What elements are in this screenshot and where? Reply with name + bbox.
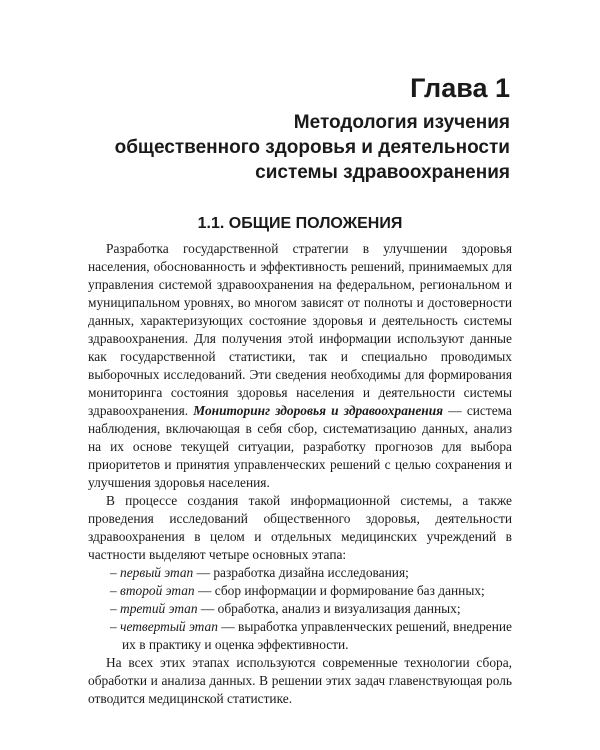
section-heading: 1.1. ОБЩИЕ ПОЛОЖЕНИЯ [197,215,403,232]
stage-name: второй этап [120,583,195,598]
defined-term: Мониторинг здоровья и здравоохранения [193,403,444,418]
list-item [110,564,512,582]
list-dash: – [110,583,121,598]
paragraph-text: — система наблюдения, включающая в себя сбор, систематизацию данных, анализ на их основе текущей ситуации, разработку прогнозов для выбора приоритетов и принятия управленческих решений с целью сохранения и улучшения здоровья населения. [88,403,512,490]
stage-name: первый этап [120,565,194,580]
chapter-title-line: Методология изучения [293,112,510,133]
stage-name: четвертый этап [120,619,218,634]
list-dash: – [110,565,121,580]
chapter-title-line: системы здравоохранения [255,162,510,183]
stage-name: третий этап [120,601,198,616]
stage-description: — сбор информации и формирование баз данных; [194,583,485,598]
chapter-title-line: общественного здоровья и деятельности [114,137,510,158]
stage-description: — обработка, анализ и визуализация данных; [197,601,461,616]
chapter-label: Глава 1 [410,73,510,103]
list-item [110,582,512,600]
paragraph-technologies: На всех этих этапах используются современные технологии сбора, обработки и анализа данных. В решении этих задач главенствующая роль отводится медицинской статистике. [88,655,512,706]
stage-description: — разработка дизайна исследования; [193,565,409,580]
list-dash: – [110,601,121,616]
list-item [110,618,512,654]
paragraph-monitoring [88,240,512,492]
body-text [88,240,512,708]
list-item [110,600,512,618]
stage-list [88,564,512,654]
paragraph-stages-intro: В процессе создания такой информационной системы, а также проведения исследований общественного здоровья, деятельности здравоохранения в целом и отдельных медицинских учреждений в частности выделяют четыре основных этапа: [88,493,512,562]
paragraph-text: Разработка государственной стратегии в улучшении здоровья населения, обоснованность и эффективность решений, принимаемых для управления системой здравоохранения на федеральном, региональном и муниципальном уровнях, во многом зависят от полноты и достоверности данных, характеризующих состояние здоровья и деятельность системы здравоохранения. Для получения этой информации используют данные как государственной статистики, так и специально проводимых выборочных исследований. Эти сведения необходимы для формирования мониторинга состояния здоровья населения и деятельности системы здравоохранения. [88,241,512,418]
list-dash: – [110,619,121,634]
stage-description: — выработка управленческих решений, внедрение их в практику и оценка эффективности. [122,619,512,652]
chapter-title [70,110,510,185]
